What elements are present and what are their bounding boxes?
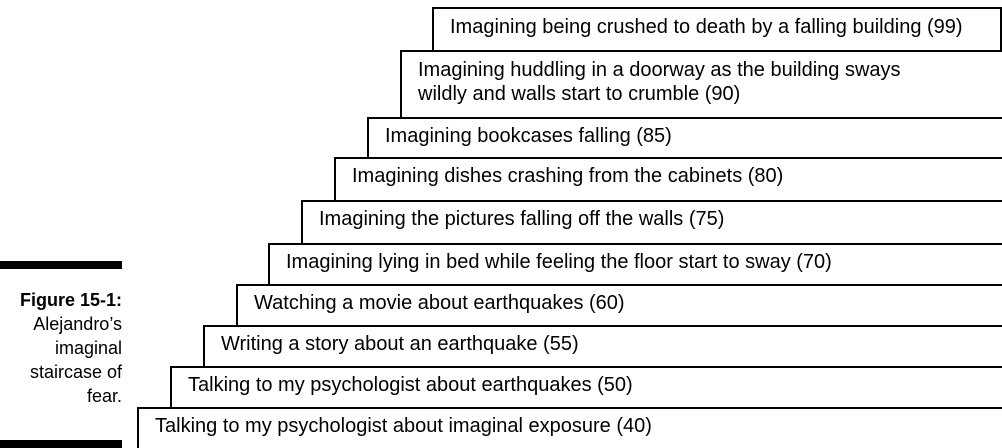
staircase-step-3 [203, 325, 1002, 366]
staircase-step-5 [268, 243, 1002, 284]
step-text: Imagining dishes crashing from the cabinets (80) [352, 165, 784, 187]
step-text: Talking to my psychologist about earthquakes (50) [188, 374, 633, 396]
caption-line: staircase of [29, 362, 122, 382]
caption-line: Alejandro’s [33, 314, 122, 334]
step-text: Talking to my psychologist about imaginal exposure (40) [155, 415, 652, 437]
step-text: Imagining being crushed to death by a falling building (99) [450, 16, 963, 38]
staircase-step-1 [137, 407, 1002, 448]
staircase-step-9 [400, 50, 1002, 117]
step-text: Imagining the pictures falling off the walls (75) [319, 208, 725, 230]
caption-line: imaginal [54, 338, 122, 358]
staircase-step-10 [432, 7, 1002, 50]
step-text: Watching a movie about earthquakes (60) [254, 292, 625, 314]
staircase-step-4 [236, 284, 1002, 325]
staircase-step-7 [334, 157, 1002, 200]
step-text-line-1: Imagining huddling in a doorway as the building sways [418, 59, 901, 81]
caption-line: fear. [86, 386, 122, 406]
figure-label: Figure 15-1: [19, 290, 122, 310]
step-text: Writing a story about an earthquake (55) [221, 333, 579, 355]
step-text: Imagining lying in bed while feeling the floor start to sway (70) [286, 251, 832, 273]
staircase-step-6 [301, 200, 1002, 243]
step-text-line-2: wildly and walls start to crumble (90) [418, 83, 741, 105]
step-text: Imagining bookcases falling (85) [385, 125, 672, 147]
staircase-step-8 [367, 117, 1002, 157]
staircase-step-2 [170, 366, 1002, 407]
